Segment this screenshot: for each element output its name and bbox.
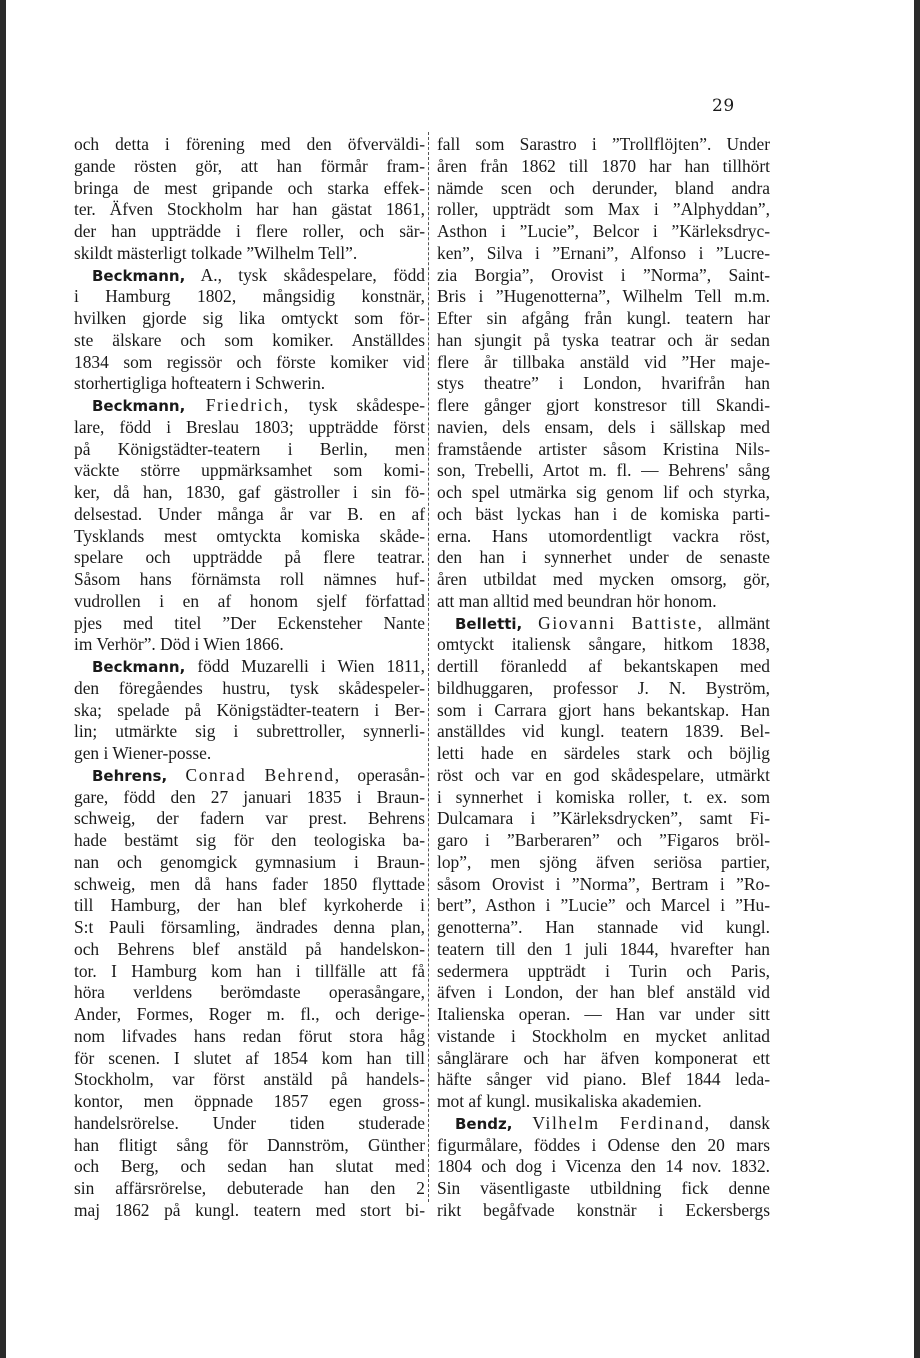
- text-line: [437, 591, 770, 613]
- text-line: [437, 961, 770, 983]
- line-text: och bäst lyckas han i de komiska parti-: [437, 503, 770, 524]
- line-text: maj 1862 på kungl. teatern med stort bi-: [74, 1199, 425, 1220]
- line-text: operasån-: [340, 764, 425, 785]
- line-text: navien, dels ensam, dels i sällskap med: [437, 416, 770, 437]
- text-line: [437, 1156, 770, 1178]
- line-text: figurmålare, föddes i Odense den 20 mars: [437, 1134, 770, 1155]
- text-line: [74, 1135, 425, 1157]
- text-line: [437, 700, 770, 722]
- line-text: den han i synnerhet under de senaste: [437, 547, 770, 568]
- line-text: der han uppträdde i flere roller, och sär-: [74, 221, 425, 241]
- line-text: A., tysk skådespelare, född: [185, 264, 425, 285]
- text-line: [437, 678, 770, 700]
- text-line: [74, 330, 425, 352]
- left-column: [74, 134, 425, 1222]
- column-divider: [428, 132, 429, 1202]
- line-text: pjes med titel ”Der Eckensteher Nante: [74, 612, 425, 633]
- line-text: han flitigt sång för Dannström, Günther: [74, 1134, 425, 1155]
- line-text: rikt begåfvade konstnär i Eckersbergs: [437, 1199, 770, 1220]
- line-text: Asthon i ”Lucie”, Belcor i ”Kärleksdryc-: [437, 221, 770, 241]
- line-text: flere gånger gjort konstresor till Skandi-: [437, 395, 770, 415]
- entry-first-line: [74, 656, 425, 678]
- line-text: Ander, Formes, Roger m. fl., och derige-: [74, 1004, 425, 1024]
- text-line: [74, 526, 425, 548]
- text-line: [74, 1200, 425, 1222]
- line-text: han sjungit på tyska teatrar och är sedan: [437, 329, 770, 350]
- line-text: vudrollen i en af honom sjelf författad: [74, 590, 425, 611]
- text-line: [74, 373, 425, 395]
- line-text: stys theatre” i London, hvarifrån han: [437, 373, 770, 394]
- text-line: [74, 178, 425, 200]
- line-text: höra verldens berömdaste operasångare,: [74, 982, 425, 1003]
- line-text: åren utbildat med mycken omsorg, gör,: [437, 569, 770, 589]
- line-text: röst och var en god skådespelare, utmärkt: [437, 764, 770, 785]
- entry-headword: Behrens,: [92, 766, 168, 785]
- line-text: väckte större uppmärksamhet som komi-: [74, 460, 425, 481]
- line-text: skildt mästerligt tolkade ”Wilhelm Tell”.: [74, 242, 358, 263]
- text-line: [74, 1069, 425, 1091]
- line-text: nämde scen och derunder, bland andra: [437, 177, 770, 198]
- text-line: [437, 1178, 770, 1200]
- text-line: [437, 895, 770, 917]
- text-line: [74, 134, 425, 156]
- line-text: sin affärsrörelse, debuterade han den 2: [74, 1178, 425, 1198]
- entry-given-names: Conrad Behrend,: [167, 764, 341, 785]
- line-text: ska; spelade på Königstädter-teatern i Ber-: [74, 699, 425, 720]
- text-line: [74, 439, 425, 461]
- entry-first-line: [437, 1113, 770, 1135]
- line-text: på Königstädter-teatern i Berlin, men: [74, 438, 425, 459]
- entry-given-names: Vilhelm Ferdinand,: [512, 1112, 711, 1133]
- line-text: Efter sin afgång från kungl. teatern har: [437, 308, 770, 328]
- line-text: gande rösten gör, att han förmår fram-: [74, 155, 425, 176]
- line-text: såsom Orovist i ”Norma”, Bertram i ”Ro-: [437, 873, 770, 894]
- line-text: mot af kungl. musikaliska akademien.: [437, 1091, 702, 1111]
- text-line: [74, 613, 425, 635]
- line-text: anställdes vid kungl. teatern 1839. Bel-: [437, 721, 770, 742]
- line-text: dansk: [710, 1112, 770, 1133]
- text-line: [74, 286, 425, 308]
- text-line: [74, 504, 425, 526]
- text-line: [74, 700, 425, 722]
- line-text: tysk skådespe-: [289, 395, 425, 415]
- entry-given-names: Giovanni Battiste,: [522, 612, 704, 633]
- text-line: [437, 939, 770, 961]
- page-number: 29: [712, 96, 735, 116]
- text-line: [74, 1113, 425, 1135]
- line-text: garo i ”Barberaren” och ”Figaros bröl-: [437, 830, 770, 850]
- text-line: [74, 939, 425, 961]
- line-text: Såsom hans förnämsta roll nämnes huf-: [74, 569, 425, 589]
- line-text: tor. I Hamburg kom han i tillfälle att få: [74, 960, 425, 981]
- text-line: [74, 1048, 425, 1070]
- line-text: fall som Sarastro i ”Trollflöjten”. Under: [437, 134, 770, 154]
- line-text: schweig, men då hans fader 1850 flyttade: [74, 873, 425, 894]
- text-line: [74, 1156, 425, 1178]
- text-line: [74, 569, 425, 591]
- text-line: [437, 243, 770, 265]
- line-text: till Hamburg, der han blef kyrkoherde i: [74, 895, 425, 916]
- text-line: [74, 1004, 425, 1026]
- text-line: [74, 917, 425, 939]
- line-text: schweig, der fadern var prest. Behrens: [74, 808, 425, 829]
- text-line: [437, 178, 770, 200]
- text-line: [437, 134, 770, 156]
- text-line: [437, 1069, 770, 1091]
- text-line: [437, 656, 770, 678]
- text-line: [74, 743, 425, 765]
- line-text: gare, född den 27 januari 1835 i Braun-: [74, 786, 425, 807]
- text-line: [74, 156, 425, 178]
- line-text: i synnerhet i komiska roller, t. ex. som: [437, 786, 770, 807]
- line-text: teatern till den 1 juli 1844, hvarefter han: [437, 938, 770, 959]
- line-text: Italienska operan. — Han var under sitt: [437, 1004, 770, 1024]
- line-text: vistande i Stockholm en mycket anlitad: [437, 1025, 770, 1046]
- text-line: [74, 308, 425, 330]
- entry-headword: Beckmann,: [92, 397, 186, 415]
- line-text: storhertigliga hofteatern i Schwerin.: [74, 373, 326, 394]
- text-line: [437, 395, 770, 417]
- line-text: som i Carrara gjort hans bekantskap. Han: [437, 699, 770, 720]
- line-text: och Berg, och sedan han slutat med: [74, 1156, 425, 1177]
- text-line: [74, 1091, 425, 1113]
- text-line: [437, 417, 770, 439]
- line-text: hade bestämt sig för den teologiska ba-: [74, 830, 425, 850]
- text-line: [74, 874, 425, 896]
- line-text: allmänt: [703, 612, 770, 633]
- text-line: [74, 961, 425, 983]
- text-line: [437, 1048, 770, 1070]
- line-text: sånglärare och har äfven komponerat ett: [437, 1047, 770, 1068]
- line-text: kontor, men öppnade 1857 egen gross-: [74, 1091, 425, 1111]
- text-line: [437, 1200, 770, 1222]
- text-line: [437, 330, 770, 352]
- entry-first-line: [74, 395, 425, 417]
- line-text: lin; utmärkte sig i subrettroller, synnerli-: [74, 721, 425, 742]
- text-line: [437, 286, 770, 308]
- text-line: [74, 808, 425, 830]
- scan-left-edge: [0, 0, 6, 1358]
- text-line: [437, 787, 770, 809]
- line-text: lop”, men sjöng äfven seriösa partier,: [437, 851, 770, 872]
- line-text: omtyckt italiensk sångare, hitkom 1838,: [437, 634, 770, 655]
- line-text: delsestad. Under många år var B. en af: [74, 503, 425, 524]
- text-line: [437, 504, 770, 526]
- entry-headword: Beckmann,: [92, 658, 186, 676]
- text-line: [74, 852, 425, 874]
- text-line: [437, 634, 770, 656]
- line-text: flere år tillbaka anstäld vid ”Her maje-: [437, 351, 770, 372]
- line-text: bringa de mest gripande och starka effek-: [74, 177, 425, 198]
- text-line: [74, 1178, 425, 1200]
- text-line: [437, 265, 770, 287]
- line-text: i Hamburg 1802, mångsidig konstnär,: [74, 286, 425, 307]
- text-line: [74, 678, 425, 700]
- line-text: äfven i London, der han blef anstäld vid: [437, 982, 770, 1003]
- line-text: letti hade en särdeles stark och böjlig: [437, 743, 770, 763]
- line-text: genotterna”. Han stannade vid kungl.: [437, 917, 770, 937]
- entry-first-line: [437, 613, 770, 635]
- text-line: [437, 1004, 770, 1026]
- text-line: [437, 482, 770, 504]
- line-text: Stockholm, var först anstäld på handels-: [74, 1069, 425, 1090]
- text-line: [437, 221, 770, 243]
- entry-headword: Bendz,: [455, 1114, 513, 1133]
- text-line: [437, 1026, 770, 1048]
- line-text: nom lifvades hans redan förut stora håg: [74, 1025, 425, 1046]
- line-text: S:t Pauli församling, ändrades denna plan,: [74, 917, 425, 937]
- line-text: den föregåendes hustru, tysk skådespeler-: [74, 677, 425, 698]
- line-text: erna. Hans utomordentligt vackra röst,: [437, 525, 770, 546]
- text-line: [437, 526, 770, 548]
- text-line: [74, 895, 425, 917]
- entry-headword: Belletti,: [455, 614, 523, 633]
- text-line: [74, 199, 425, 221]
- text-line: [437, 830, 770, 852]
- line-text: roller, uppträdt som Max i ”Alphyddan”,: [437, 199, 770, 220]
- text-line: [437, 852, 770, 874]
- text-line: [74, 352, 425, 374]
- text-line: [437, 917, 770, 939]
- text-line: [74, 243, 425, 265]
- line-text: zia Borgia”, Orovist i ”Norma”, Saint-: [437, 264, 770, 285]
- text-line: [437, 547, 770, 569]
- line-text: Tysklands mest omtyckta komiska skåde-: [74, 525, 425, 546]
- line-text: hvilken gjorde sig lika omtyckt som för-: [74, 308, 425, 328]
- line-text: och spel utmärka sig genom lif och styrka,: [437, 482, 770, 502]
- line-text: att man alltid med beundran hör honom.: [437, 590, 717, 611]
- line-text: bert”, Asthon i ”Lucie” och Marcel i ”Hu-: [437, 895, 770, 916]
- line-text: bildhuggaren, professor J. N. Byström,: [437, 677, 770, 698]
- line-text: Bris i ”Hugenotterna”, Wilhelm Tell m.m.: [437, 286, 770, 307]
- line-text: åren från 1862 till 1870 har han tillhört: [437, 155, 770, 176]
- text-line: [437, 982, 770, 1004]
- entry-given-names: Friedrich,: [185, 395, 290, 415]
- line-text: gen i Wiener-posse.: [74, 743, 212, 763]
- line-text: 1804 och dog i Vicenza den 14 nov. 1832.: [437, 1156, 770, 1177]
- text-line: [437, 352, 770, 374]
- text-line: [74, 787, 425, 809]
- scan-right-edge: [914, 0, 920, 1358]
- text-line: [437, 439, 770, 461]
- line-text: sedermera uppträdt i Turin och Paris,: [437, 960, 770, 981]
- entry-headword: Beckmann,: [92, 266, 186, 285]
- text-line: [74, 721, 425, 743]
- line-text: ken”, Silva i ”Ernani”, Alfonso i ”Lucre-: [437, 242, 770, 263]
- line-text: handelsrörelse. Under tiden studerade: [74, 1112, 425, 1133]
- line-text: ker, då han, 1830, gaf gästroller i sin fö-: [74, 482, 425, 502]
- line-text: im Verhör”. Död i Wien 1866.: [74, 634, 284, 655]
- line-text: ter. Äfven Stockholm har han gästat 1861,: [74, 199, 425, 220]
- text-line: [437, 308, 770, 330]
- text-line: [437, 765, 770, 787]
- line-text: dertill föranledd af bekantskapen med: [437, 656, 770, 676]
- line-text: framstående artister såsom Kristina Nils-: [437, 438, 770, 459]
- text-line: [74, 460, 425, 482]
- text-line: [437, 373, 770, 395]
- line-text: spelare och uppträdde på flere teatrar.: [74, 547, 425, 568]
- line-text: ste älskare och som komiker. Anställdes: [74, 329, 425, 350]
- text-line: [74, 1026, 425, 1048]
- text-line: [74, 547, 425, 569]
- line-text: lare, född i Breslau 1803; uppträdde först: [74, 416, 425, 437]
- text-line: [437, 743, 770, 765]
- text-line: [437, 808, 770, 830]
- entry-first-line: [74, 765, 425, 787]
- text-line: [74, 982, 425, 1004]
- text-line: [437, 721, 770, 743]
- line-text: 1834 som regissör och förste komiker vid: [74, 351, 425, 372]
- text-line: [437, 1135, 770, 1157]
- line-text: Sin väsentligaste utbildning fick denne: [437, 1178, 770, 1198]
- text-line: [437, 156, 770, 178]
- text-line: [74, 591, 425, 613]
- text-line: [74, 634, 425, 656]
- text-line: [74, 482, 425, 504]
- entry-first-line: [74, 265, 425, 287]
- text-line: [437, 874, 770, 896]
- text-line: [437, 460, 770, 482]
- line-text: för scenen. I slutet af 1854 kom han till: [74, 1047, 425, 1068]
- line-text: häfte sånger vid piano. Blef 1844 leda-: [437, 1069, 770, 1090]
- line-text: nan och genomgick gymnasium i Braun-: [74, 851, 425, 872]
- line-text: och detta i förening med den öfverväldi-: [74, 134, 425, 154]
- text-line: [74, 221, 425, 243]
- line-text: Dulcamara i ”Kärleksdrycken”, samt Fi-: [437, 808, 770, 829]
- text-line: [437, 199, 770, 221]
- text-line: [74, 830, 425, 852]
- text-line: [437, 569, 770, 591]
- right-column: [437, 134, 770, 1222]
- line-text: son, Trebelli, Artot m. fl. — Behrens' sång: [437, 460, 770, 481]
- text-line: [74, 417, 425, 439]
- line-text: född Muzarelli i Wien 1811,: [185, 656, 425, 676]
- line-text: och Behrens blef anstäld på handelskon-: [74, 938, 425, 959]
- text-line: [437, 1091, 770, 1113]
